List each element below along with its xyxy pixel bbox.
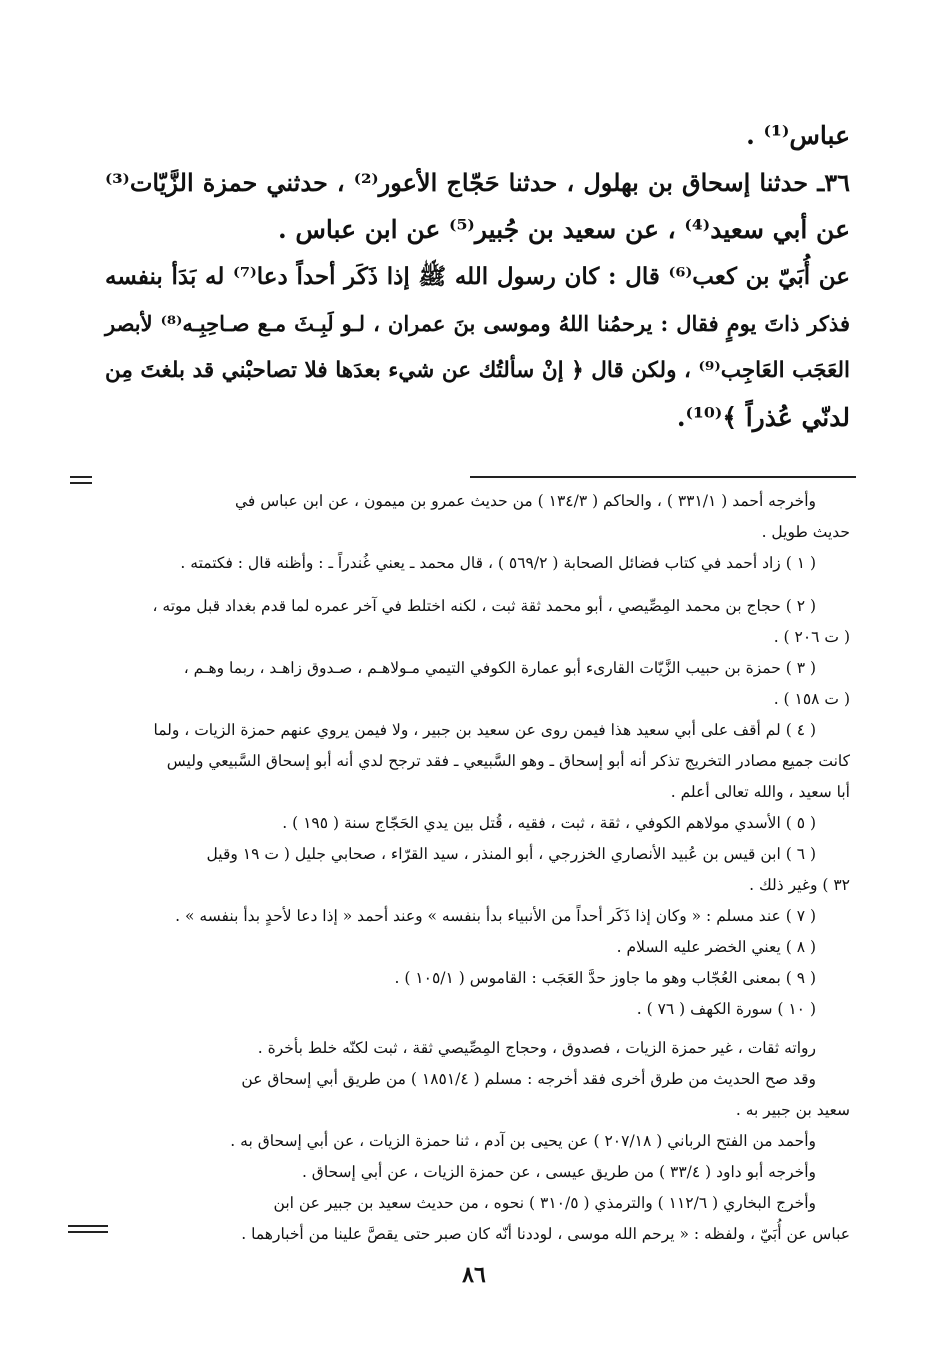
footnote-line: ( ٤ ) لم أقف على أبي سعيد هذا فيمن روى عن سعيد بن جبير ، ولا فيمن يروي عنهم حمزة الزيات ، ولما	[153, 721, 816, 739]
main-line: عن أُبَيّ بن كعب⁽⁶⁾ قال : كان رسول الله ﷺ إذا ذَكَر أحداً دعا⁽⁷⁾ له بَدَأ بنفسه	[105, 263, 851, 290]
footnote-line: ( ٨ ) يعني الخضر عليه السلام .	[616, 938, 816, 956]
footnote-line: وقد صح الحديث من طرق أخرى فقد أخرجه : مسلم ( ١٨٥١/٤ ) من طريق أبي إسحاق عن	[241, 1070, 816, 1088]
main-line: لدنّي عُذراً ﴾⁽¹⁰⁾.	[676, 403, 850, 432]
footnote-line: ( ٧ ) عند مسلم : « وكان إذا ذَكَر أحداً من الأنبياء بدأ بنفسه » وعند أحمد « إذا دعا لأحدٍ بدأ بنفسه » .	[175, 907, 816, 925]
footnote-line: أبا سعيد ، والله تعالى أعلم .	[670, 783, 850, 801]
footnote-line: وأخرجه أحمد ( ٣٣١/١ ) ، والحاكم ( ١٣٤/٣ ) من حديث عمرو بن ميمون ، عن ابن عباس في	[234, 492, 816, 510]
footnote-line: رواته ثقات ، غير حمزة الزيات ، فصدوق ، وحجاج المِصِّيصي ثقة ، ثبت لكنّه خلط بأخرة .	[257, 1039, 816, 1057]
footnote-divider	[470, 476, 856, 478]
end-mark	[68, 1225, 108, 1235]
footnote-line: ( ٥ ) الأسدي مولاهم الكوفي ، ثقة ، ثبت ، فقيه ، قُتل بين يدي الحَجّاج سنة ( ١٩٥ ) .	[282, 814, 816, 832]
main-line: عن أبي سعيد⁽⁴⁾ ، عن سعيد بن جُبير⁽⁵⁾ عن ابن عباس .	[277, 215, 850, 244]
footnote-line: ( ٣ ) حمزة بن حبيب الزَّيّات القارىء أبو عمارة الكوفي التيمي مـولاهـم ، صـدوق زاهـد ، ربما وهـم ،	[183, 659, 816, 677]
footnote-line: ( ٩ ) بمعنى العُجّاب وهو ما جاوز حدَّ العَجَب : القاموس ( ١٠٥/١ ) .	[394, 969, 816, 987]
main-line: عباس⁽¹⁾ .	[746, 121, 850, 150]
footnote-line: وأخرج البخاري ( ١١٢/٦ ) والترمذي ( ٣١٠/٥ ) نحوه ، من حديث سعيد بن جبير عن ابن	[273, 1194, 816, 1212]
page-number: ٨٦	[462, 1262, 486, 1288]
footnote-line: ٣٢ ) وغير ذلك .	[749, 876, 850, 894]
hadith-text	[105, 112, 850, 441]
footnote-line: ( ٢ ) حجاج بن محمد المِصِّيصي ، أبو محمد ثقة ثبت ، لكنه اختلط في آخر عمره لما قدم بغداد قبل موته ،	[152, 597, 816, 615]
footnote-line: وأحمد من الفتح الرباني ( ٢٠٧/١٨ ) عن يحيى بن آدم ، ثنا حمزة الزيات ، عن أبي إسحاق به .	[230, 1132, 816, 1150]
footnote-line: ( ٦ ) ابن قيس بن عُبيد الأنصاري الخزرجي ، أبو المنذر ، سيد القرّاء ، صحابي جليل ( ت ١٩ وقيل	[206, 845, 816, 863]
continuation-mark	[70, 476, 92, 486]
footnotes	[100, 486, 850, 1250]
footnote-line: ( ت ١٥٨ ) .	[773, 690, 850, 708]
footnote-line: كانت جميع مصادر التخريج تذكر أنه أبو إسحاق ـ وهو السَّبيعي ـ فقد ترجح لدي أنه أبو إسحاق السَّبيعي وليس	[166, 752, 850, 770]
footnote-line: حديث طويل .	[761, 523, 850, 541]
main-line: ٣٦ـ حدثنا إسحاق بن بهلول ، حدثنا حَجّاج الأعور⁽²⁾ ، حدثني حمزة الزَّيّات⁽³⁾	[105, 168, 850, 197]
footnote-line: عباس عن أُبَيّ ، ولفظه : « يرحم الله موسى ، لوددنا أنّه كان صبر حتى يقصَّ علينا من أخبارهما .	[241, 1225, 850, 1243]
main-line: فذكر ذاتَ يومٍ فقال : يرحمُنا اللهُ وموسى بنَ عمران ، لـو لَبِـثَ مـع صـاحِبِـه⁽⁸⁾ لأبصر	[105, 311, 850, 336]
footnote-line: ( ١٠ ) سورة الكهف ( ٧٦ ) .	[636, 1000, 816, 1018]
footnote-line: وأخرجه أبو داود ( ٣٣/٤ ) من طريق عيسى ، عن حمزة الزيات ، عن أبي إسحاق .	[301, 1163, 816, 1181]
footnote-line: سعيد بن جبير به .	[735, 1101, 850, 1119]
main-line: العَجَب العَاجِب⁽⁹⁾ ، ولكن قال ﴿ إنْ سألتُك عن شيء بعدَها فلا تصاحبْني قد بلغتَ مِن	[105, 358, 850, 383]
footnote-line: ( ت ٢٠٦ ) .	[773, 628, 850, 646]
footnote-line: ( ١ ) زاد أحمد في كتاب فضائل الصحابة ( ٥٦٩/٢ ) ، قال محمد ـ يعني غُندراً ـ : وأظنه قال : فكتمته .	[180, 554, 816, 572]
